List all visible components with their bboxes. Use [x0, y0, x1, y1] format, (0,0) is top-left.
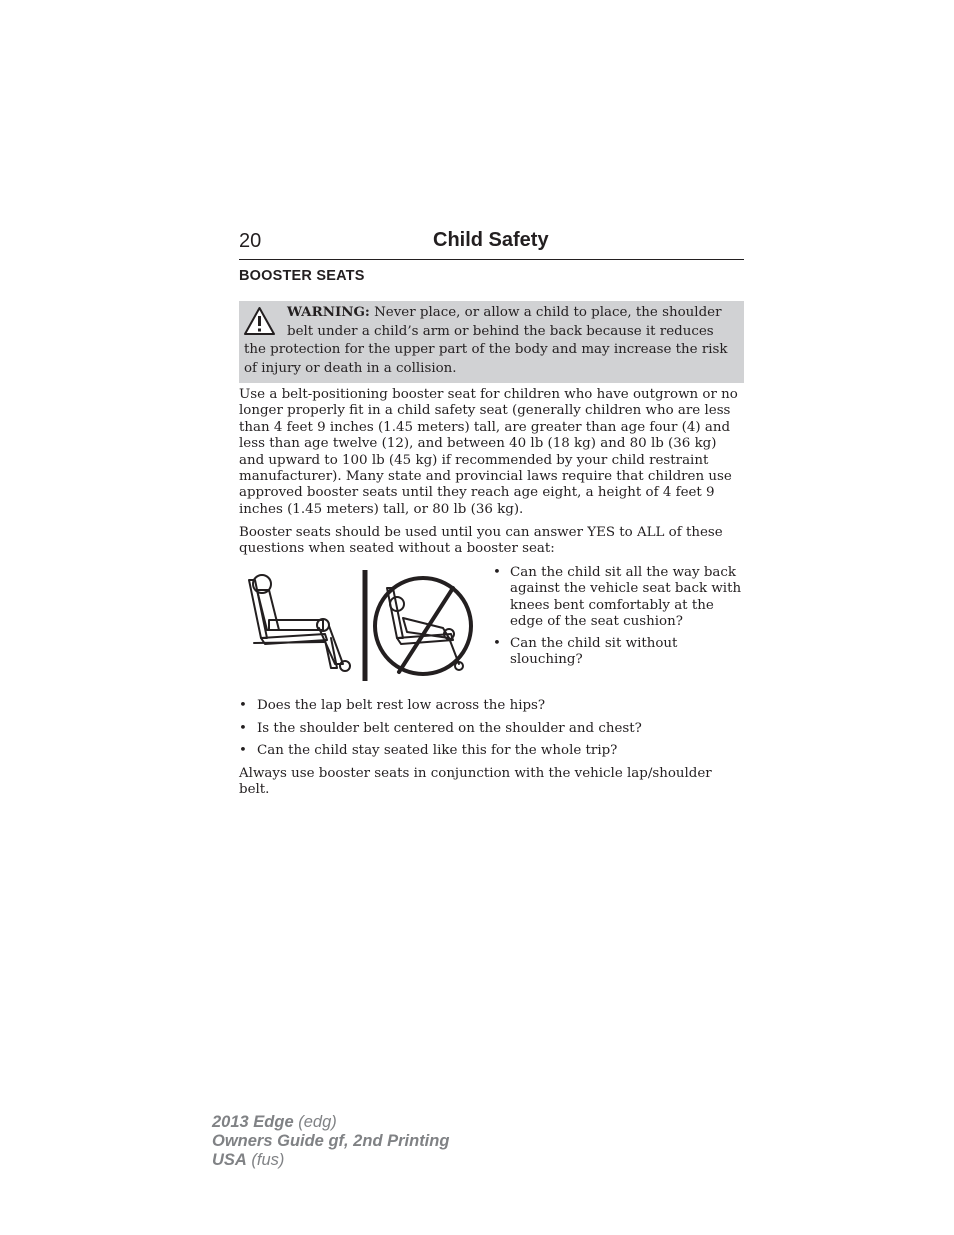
footer-line-3: USA (fus) [212, 1151, 285, 1169]
list-item: • Does the lap belt rest low across the hips? [239, 698, 546, 713]
list-item: • Can the child sit all the way back against the vehicle seat back with knees bent comfortably at the edge of the seat cushion? [493, 565, 742, 630]
page-footer [212, 1113, 449, 1170]
warning-text [244, 303, 738, 378]
list-item: • Can the child stay seated like this for the whole trip? [239, 743, 618, 758]
warning-box [239, 301, 744, 383]
list-item: • Can the child sit without slouching? [493, 636, 678, 668]
bullet-symbol: • [493, 636, 501, 651]
chapter-title: Child Safety [433, 229, 549, 251]
warning-message: Never place, or allow a child to place, the shoulder belt under a child’s arm or behind the back because it reduces the protection for the upper part of the body and may increase the risk of injury or death in a collision. [244, 305, 728, 376]
body-paragraph-1: Use a belt-positioning booster seat for children who have outgrown or no longer properly fit in a child safety seat (generally children who are less than 4 feet 9 inches (1.45 meters) tall, are greater than age four (4) and less than age twelve (12), and between 40 lb (18 kg) and 80 lb (36 kg) and upward to 100 lb (45 kg) if recommended by your child restraint manufacturer). Many state and provincial laws require that children use approved booster seats until they reach age eight, a height of 4 feet 9 inches (1.45 meters) tall, or 80 lb (36 kg). [239, 387, 738, 517]
footer-line-2: Owners Guide gf, 2nd Printing [212, 1132, 450, 1150]
bullet-symbol: • [239, 698, 247, 713]
page-number: 20 [239, 230, 262, 252]
correct-seating-illustration [249, 575, 350, 671]
body-paragraph-3: Always use booster seats in conjunction with the vehicle lap/shoulder belt. [239, 766, 712, 798]
prohibited-seating-illustration [375, 578, 471, 674]
warning-label: WARNING: [287, 304, 370, 320]
body-paragraph-2: Booster seats should be used until you can answer YES to ALL of these questions when seated without a booster seat: [239, 525, 723, 557]
booster-seat-figure [239, 568, 481, 683]
bullet-symbol: • [493, 565, 501, 580]
footer-line-1: 2013 Edge (edg) [212, 1113, 337, 1131]
section-heading: BOOSTER SEATS [239, 268, 365, 284]
bullet-symbol: • [239, 721, 247, 736]
page-header [239, 228, 744, 260]
bullet-symbol: • [239, 743, 247, 758]
list-item: • Is the shoulder belt centered on the shoulder and chest? [239, 721, 642, 736]
